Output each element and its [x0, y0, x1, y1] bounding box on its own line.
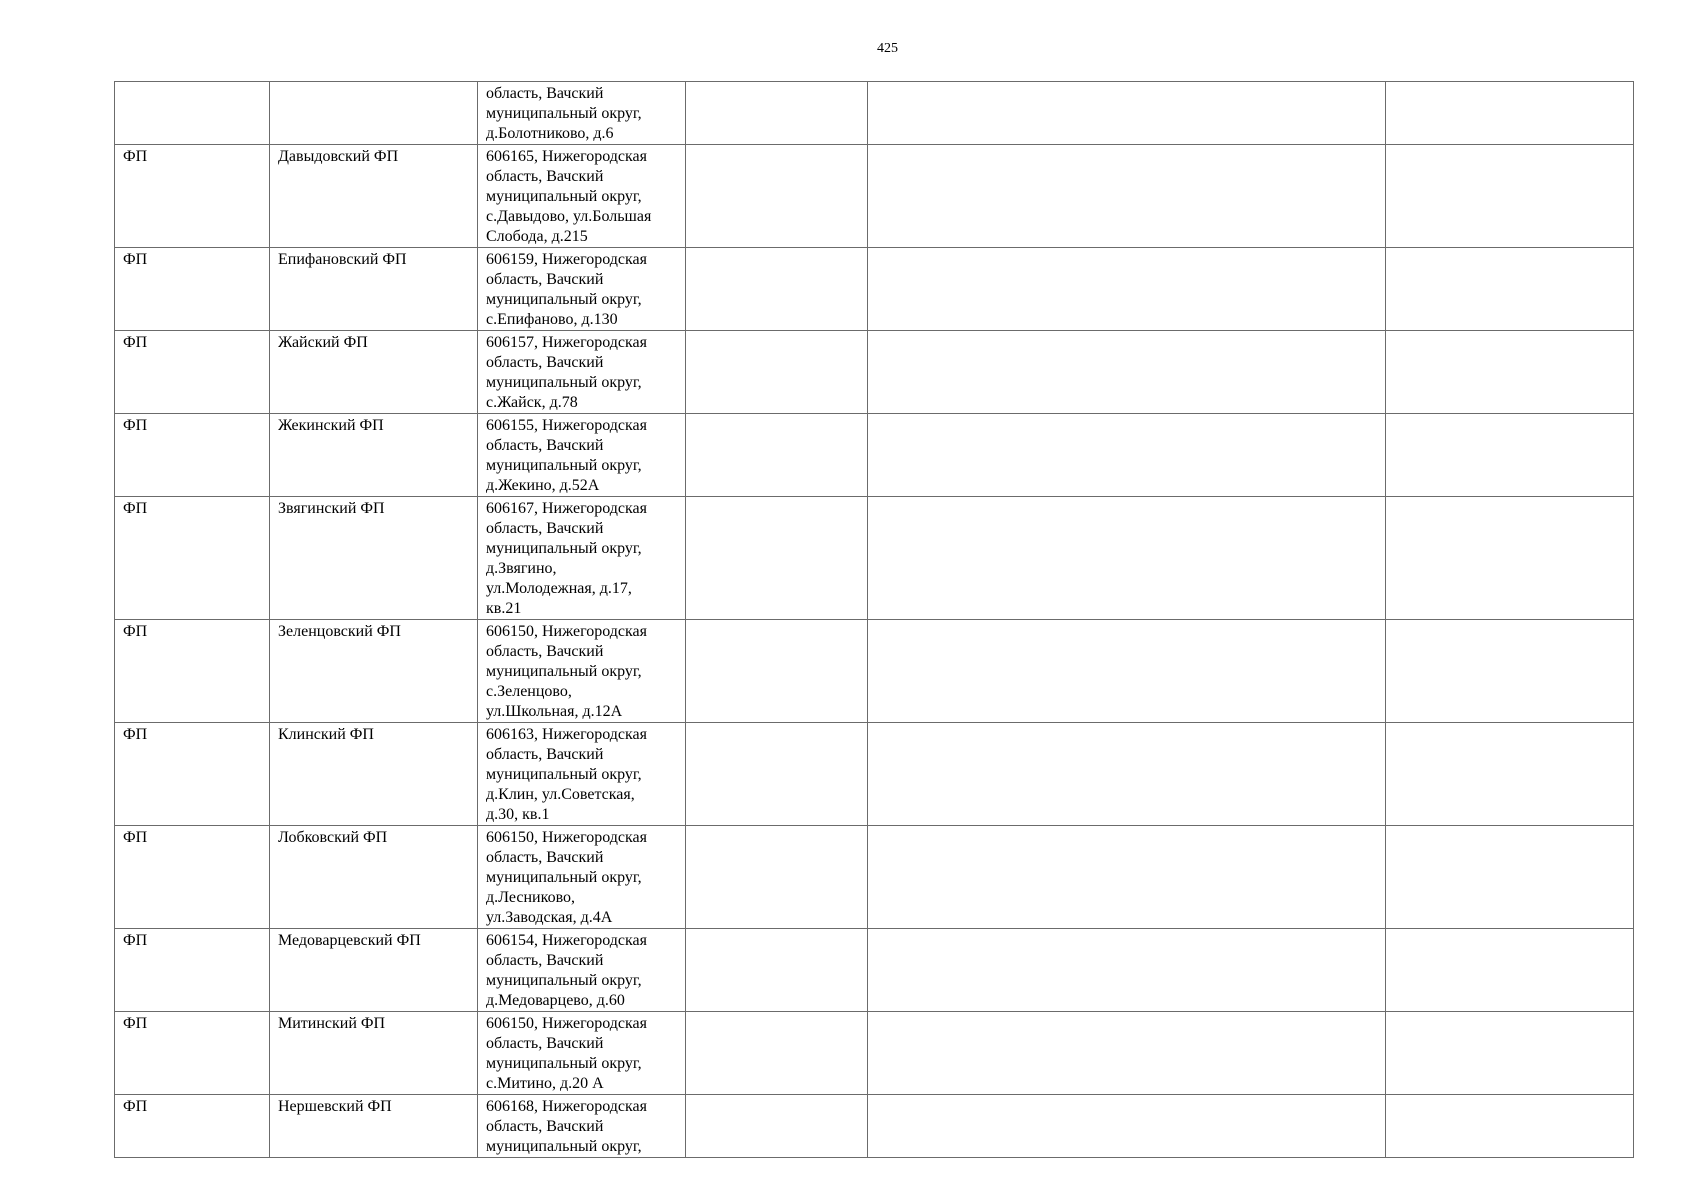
name-cell: Епифановский ФП [270, 248, 478, 331]
address-line: область, Вачский [486, 271, 604, 288]
name-cell: Митинский ФП [270, 1012, 478, 1095]
table-row [115, 1012, 1634, 1095]
address-cell [478, 1095, 686, 1158]
address-line: муниципальный округ, [486, 1055, 642, 1072]
empty-cell [1386, 723, 1634, 826]
name-cell: Нершевский ФП [270, 1095, 478, 1158]
table-row [115, 82, 1634, 145]
address-line: 606168, Нижегородская [486, 1098, 647, 1115]
address-line: область, Вачский [486, 1118, 604, 1135]
empty-cell [868, 929, 1386, 1012]
empty-cell [868, 1095, 1386, 1158]
address-line: с.Давыдово, ул.Большая [486, 208, 652, 225]
address-cell [478, 620, 686, 723]
address-cell [478, 82, 686, 145]
table-row [115, 929, 1634, 1012]
type-cell: ФП [115, 414, 270, 497]
address-line: 606165, Нижегородская [486, 148, 647, 165]
address-line: кв.21 [486, 600, 522, 617]
type-cell [115, 82, 270, 145]
empty-cell [686, 723, 868, 826]
table-row [115, 248, 1634, 331]
address-line: муниципальный округ, [486, 663, 642, 680]
address-line: муниципальный округ, [486, 188, 642, 205]
address-cell [478, 826, 686, 929]
empty-cell [686, 497, 868, 620]
empty-cell [686, 826, 868, 929]
address-line: муниципальный округ, [486, 1138, 642, 1155]
table-row [115, 723, 1634, 826]
name-cell: Жекинский ФП [270, 414, 478, 497]
table-row [115, 497, 1634, 620]
address-line: ул.Молодежная, д.17, [486, 580, 632, 597]
address-line: Слобода, д.215 [486, 228, 588, 245]
table-body [115, 82, 1634, 1158]
address-cell [478, 723, 686, 826]
type-cell: ФП [115, 497, 270, 620]
address-line: д.Медоварцево, д.60 [486, 992, 625, 1009]
empty-cell [1386, 497, 1634, 620]
empty-cell [686, 82, 868, 145]
address-line: 606150, Нижегородская [486, 1015, 647, 1032]
address-line: область, Вачский [486, 1035, 604, 1052]
address-line: 606155, Нижегородская [486, 417, 647, 434]
address-line: ул.Заводская, д.4А [486, 909, 613, 926]
table-row [115, 145, 1634, 248]
address-line: область, Вачский [486, 85, 604, 102]
empty-cell [1386, 145, 1634, 248]
address-line: с.Епифаново, д.130 [486, 311, 618, 328]
name-cell [270, 82, 478, 145]
empty-cell [868, 145, 1386, 248]
address-cell [478, 248, 686, 331]
empty-cell [868, 248, 1386, 331]
address-line: д.Жекино, д.52А [486, 477, 600, 494]
name-cell: Лобковский ФП [270, 826, 478, 929]
name-cell: Жайский ФП [270, 331, 478, 414]
address-line: с.Жайск, д.78 [486, 394, 578, 411]
name-cell: Медоварцевский ФП [270, 929, 478, 1012]
type-cell: ФП [115, 248, 270, 331]
address-line: 606157, Нижегородская [486, 334, 647, 351]
address-line: д.Звягино, [486, 560, 557, 577]
empty-cell [1386, 929, 1634, 1012]
empty-cell [686, 929, 868, 1012]
address-line: 606150, Нижегородская [486, 829, 647, 846]
empty-cell [686, 414, 868, 497]
empty-cell [686, 331, 868, 414]
table-row [115, 331, 1634, 414]
page-number: 425 [877, 41, 898, 56]
type-cell: ФП [115, 1012, 270, 1095]
empty-cell [1386, 331, 1634, 414]
address-line: область, Вачский [486, 746, 604, 763]
address-line: 606163, Нижегородская [486, 726, 647, 743]
address-line: с.Зеленцово, [486, 683, 572, 700]
address-cell [478, 1012, 686, 1095]
address-cell [478, 331, 686, 414]
address-line: 606159, Нижегородская [486, 251, 647, 268]
address-line: область, Вачский [486, 437, 604, 454]
address-line: 606154, Нижегородская [486, 932, 647, 949]
address-line: муниципальный округ, [486, 869, 642, 886]
table-row [115, 1095, 1634, 1158]
empty-cell [1386, 82, 1634, 145]
empty-cell [868, 620, 1386, 723]
empty-cell [868, 497, 1386, 620]
empty-cell [868, 82, 1386, 145]
address-line: 606150, Нижегородская [486, 623, 647, 640]
empty-cell [868, 331, 1386, 414]
empty-cell [1386, 248, 1634, 331]
empty-cell [868, 1012, 1386, 1095]
address-line: область, Вачский [486, 643, 604, 660]
address-line: область, Вачский [486, 520, 604, 537]
address-line: область, Вачский [486, 952, 604, 969]
empty-cell [686, 145, 868, 248]
type-cell: ФП [115, 826, 270, 929]
address-line: муниципальный округ, [486, 291, 642, 308]
empty-cell [686, 620, 868, 723]
empty-cell [1386, 826, 1634, 929]
empty-cell [868, 826, 1386, 929]
empty-cell [1386, 414, 1634, 497]
table-row [115, 826, 1634, 929]
empty-cell [868, 414, 1386, 497]
type-cell: ФП [115, 1095, 270, 1158]
empty-cell [1386, 1012, 1634, 1095]
address-line: д.Лесниково, [486, 889, 576, 906]
address-line: область, Вачский [486, 354, 604, 371]
address-line: муниципальный округ, [486, 457, 642, 474]
type-cell: ФП [115, 145, 270, 248]
address-cell [478, 497, 686, 620]
empty-cell [868, 723, 1386, 826]
address-line: с.Митино, д.20 А [486, 1075, 604, 1092]
name-cell: Давыдовский ФП [270, 145, 478, 248]
address-cell [478, 414, 686, 497]
address-line: муниципальный округ, [486, 766, 642, 783]
type-cell: ФП [115, 929, 270, 1012]
address-line: 606167, Нижегородская [486, 500, 647, 517]
address-cell [478, 929, 686, 1012]
name-cell: Звягинский ФП [270, 497, 478, 620]
facilities-table [114, 81, 1634, 1158]
name-cell: Зеленцовский ФП [270, 620, 478, 723]
address-line: муниципальный округ, [486, 972, 642, 989]
type-cell: ФП [115, 723, 270, 826]
address-line: д.30, кв.1 [486, 806, 550, 823]
address-line: муниципальный округ, [486, 540, 642, 557]
type-cell: ФП [115, 331, 270, 414]
address-line: муниципальный округ, [486, 105, 642, 122]
address-line: область, Вачский [486, 849, 604, 866]
empty-cell [686, 248, 868, 331]
address-line: д.Болотниково, д.6 [486, 125, 614, 142]
address-line: область, Вачский [486, 168, 604, 185]
table-row [115, 620, 1634, 723]
empty-cell [686, 1012, 868, 1095]
name-cell: Клинский ФП [270, 723, 478, 826]
address-line: муниципальный округ, [486, 374, 642, 391]
empty-cell [686, 1095, 868, 1158]
empty-cell [1386, 1095, 1634, 1158]
empty-cell [1386, 620, 1634, 723]
address-line: ул.Школьная, д.12А [486, 703, 623, 720]
address-line: д.Клин, ул.Советская, [486, 786, 635, 803]
table-row [115, 414, 1634, 497]
type-cell: ФП [115, 620, 270, 723]
address-cell [478, 145, 686, 248]
